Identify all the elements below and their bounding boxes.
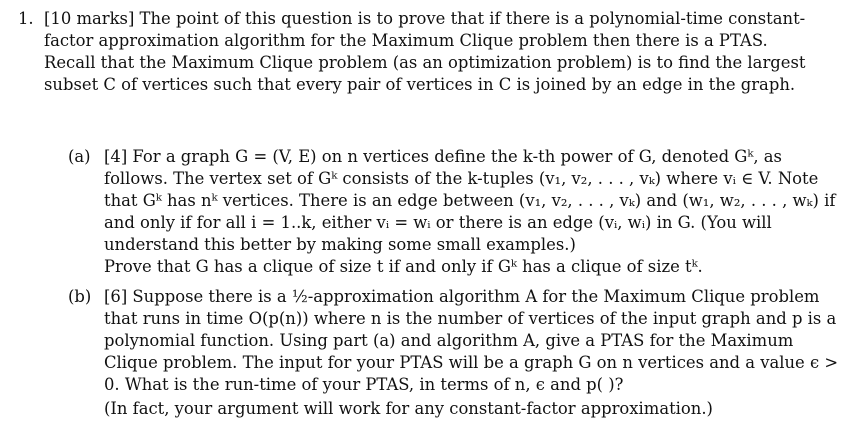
part-a-text: [4] For a graph G = (V, E) on n vertices define the k-th power of G, denoted Gᵏ, as follows. The vertex set of Gᵏ consists of the k-tuples (v₁, v₂, . . . , vₖ) where vᵢ ∈ V. Note that Gᵏ has nᵏ vertices. There is an edge between (v₁, v₂, . . . , vₖ) and (w₁, w₂, . . . , wₖ) if and only if for all i = 1..k, either vᵢ = wᵢ or there is an edge (vᵢ, wᵢ) in G. (You will understand this better by making some small examples.): [104, 147, 836, 254]
part-b: [68, 286, 840, 420]
question-1: [18, 8, 819, 96]
part-a-label: (a): [68, 147, 91, 166]
part-b-label: (b): [68, 287, 92, 306]
part-b-text: [6] Suppose there is a ½-approximation algorithm A for the Maximum Clique problem that runs in time O(p(n)) where n is the number of vertices of the input graph and p is a polynomial function. Using part (a) and algorithm A, give a PTAS for the Maximum Clique problem. The input for your PTAS will be a graph G on n vertices and a value ϵ > 0. What is the run-time of your PTAS, in terms of n, ϵ and p( )?: [104, 287, 839, 394]
question-number: 1.: [18, 9, 34, 28]
part-a-prove: Prove that G has a clique of size t if and only if Gᵏ has a clique of size tᵏ.: [104, 257, 703, 276]
part-a: [68, 146, 840, 278]
part-b-note: (In fact, your argument will work for any constant-factor approximation.): [104, 399, 713, 418]
question-intro: [10 marks] The point of this question is to prove that if there is a polynomial-time constant-factor approximation algorithm for the Maximum Clique problem then there is a PTAS. Recall that the Maximum Clique problem (as an optimization problem) is to find the largest subset C of vertices such that every pair of vertices in C is joined by an edge in the graph.: [44, 9, 806, 94]
